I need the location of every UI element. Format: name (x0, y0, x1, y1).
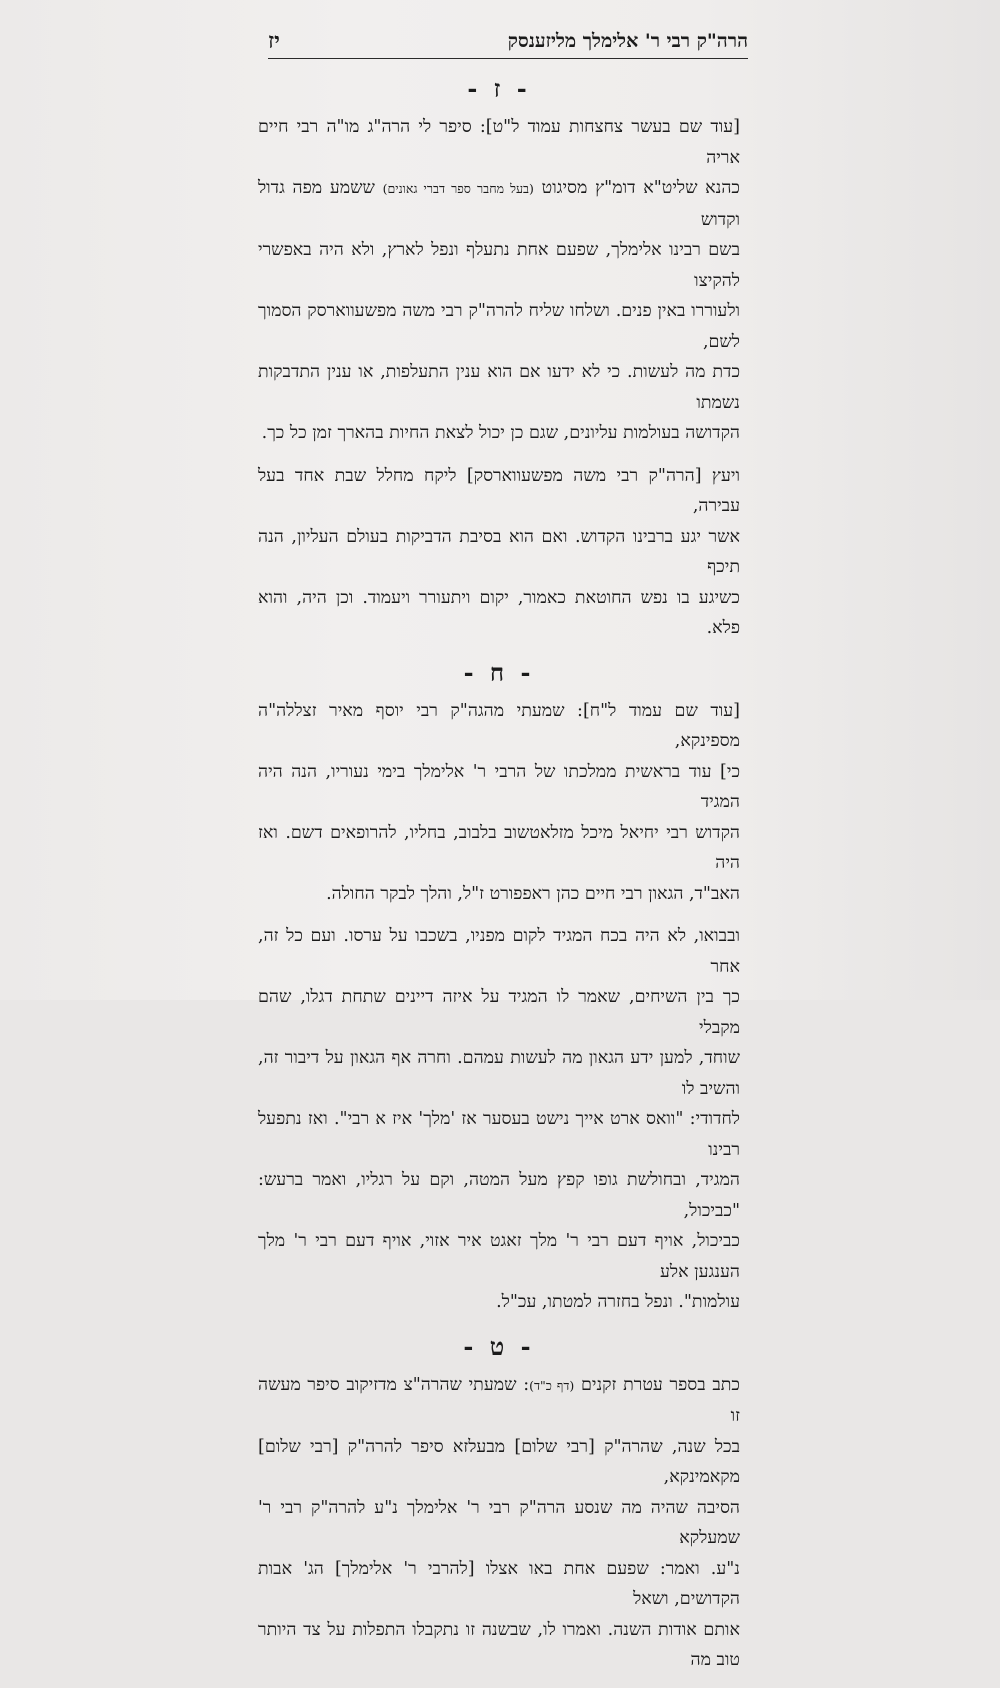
text-line: ובבואו, לא היה בכח המגיד לקום מפניו, בשכבו על ערסו. ועם כל זה, אחר (258, 926, 740, 977)
text-run: : שמעתי שהרה"צ מדזיקוב סיפר מעשה זו (258, 1374, 740, 1426)
text-line: הסיבה שהיה מה שנסע הרה"ק רבי ר' אלימלך נ"ע להרה"ק רבי ר' שמעלקא (258, 1497, 740, 1548)
text-line (258, 173, 740, 235)
inline-citation: (בעל מחבר ספר דברי גאונים) (382, 181, 534, 196)
page-header (268, 30, 748, 59)
text-line: לחדודי: "וואס ארט אייך נישט בעסער אז 'מלך' איז א רבי". ואז נתפעל רבינו (258, 1109, 740, 1160)
paragraph (258, 921, 740, 1318)
page-number: יז (268, 28, 280, 54)
text-run: ששמע מפה גדול וקדוש (258, 178, 740, 230)
text-line: אשר יגע ברבינו הקדוש. ואם הוא בסיבת הדביקות בעולם העליון, הנה תיכף (258, 526, 740, 577)
text-run: כהנא שליט"א דומ"ץ מסיגוט (533, 178, 740, 198)
text-line: כי] עוד בראשית ממלכתו של הרבי ר' אלימלך בימי נעוריו, הנה היה המגיד (258, 761, 740, 812)
running-head: הרה"ק רבי ר' אלימלך מליזענסק (507, 30, 748, 52)
text-line: בשם רבינו אלימלך, שפעם אחת נתעלף ונפל לארץ, ולא היה באפשרי להקיצו (258, 240, 740, 291)
text-line: ויעץ [הרה"ק רבי משה מפשעווארסק] ליקח מחלל שבת אחד בעל עבירה, (258, 465, 740, 516)
text-line: אותם אודות השנה. ואמרו לו, שבשנה זו נתקבלו התפלות על צד היותר טוב מה (258, 1619, 740, 1670)
paragraph (258, 696, 740, 910)
text-line: עולמות". ונפל בחזרה למטתו, עכ"ל. (496, 1292, 740, 1312)
text-line (258, 1370, 740, 1432)
text-line: כך בין השיחים, שאמר לו המגיד על איזה דיינים שתחת דגלו, שהם מקבלי (258, 987, 740, 1038)
paragraph (258, 112, 740, 449)
text-line: כשיגע בו נפש החוטאת כאמור, יקום ויתעורר ויעמוד. וכן היה, והוא פלא. (258, 587, 740, 638)
text-line: [עוד שם בעשר צחצחות עמוד ל"ט]: סיפר לי הרה"ג מו"ה רבי חיים אריה (258, 117, 740, 168)
text-line: האב"ד, הגאון רבי חיים כהן ראפפורט ז"ל, והלך לבקר החולה. (326, 883, 740, 904)
text-line: הקדוש רבי יחיאל מיכל מזלאטשוב בלבוב, בחליו, להרופאים דשם. ואז היה (258, 822, 740, 873)
text-line: המגיד, ובחולשת גופו קפץ מעל המטה, וקם על רגליו, ואמר ברעש: "כביכול, (258, 1170, 740, 1221)
body-text (258, 68, 740, 1688)
text-line: הקדושה בעולמות עליונים, שגם כן יכול לצאת החיות בהארך זמן כל כך. (261, 423, 740, 443)
text-line: בכל שנה, שהרה"ק [רבי שלום] מבעלזא סיפר להרה"ק [רבי שלום] מקאמינקא, (258, 1436, 740, 1487)
text-line: שוחד, למען ידע הגאון מה לעשות עמהם. וחרה אף הגאון על דיבור זה, והשיב לו (258, 1048, 740, 1099)
section-heading: - ט - (463, 1331, 535, 1361)
paragraph (258, 461, 740, 644)
text-line: נ"ע. ואמר: שפעם אחת באו אצלו [להרבי ר' אלימלך] הג' אבות הקדושים, ושאל (258, 1558, 740, 1609)
text-line: [עוד שם עמוד ל"ח]: שמעתי מהגה"ק רבי יוסף מאיר זצללה"ה מספינקא, (258, 700, 740, 751)
paragraph (258, 1370, 740, 1676)
text-line: ולעוררו באין פנים. ושלחו שליח להרה"ק רבי משה מפשעווארסק הסמוך לשם, (258, 301, 740, 352)
text-run: כתב בספר עטרת זקנים (574, 1374, 740, 1395)
inline-citation: (דף כ"ד) (529, 1377, 575, 1393)
text-line: כביכול, אויף דעם רבי ר' מלך זאגט איר אזוי, אויף דעם רבי ר' מלך הענגען אלע (258, 1231, 740, 1282)
text-line: כדת מה לעשות. כי לא ידעו אם הוא ענין התעלפות, או ענין התדבקות נשמתו (258, 362, 740, 413)
section-heading: - ח - (463, 657, 535, 687)
section-heading: - ז - (467, 74, 531, 103)
